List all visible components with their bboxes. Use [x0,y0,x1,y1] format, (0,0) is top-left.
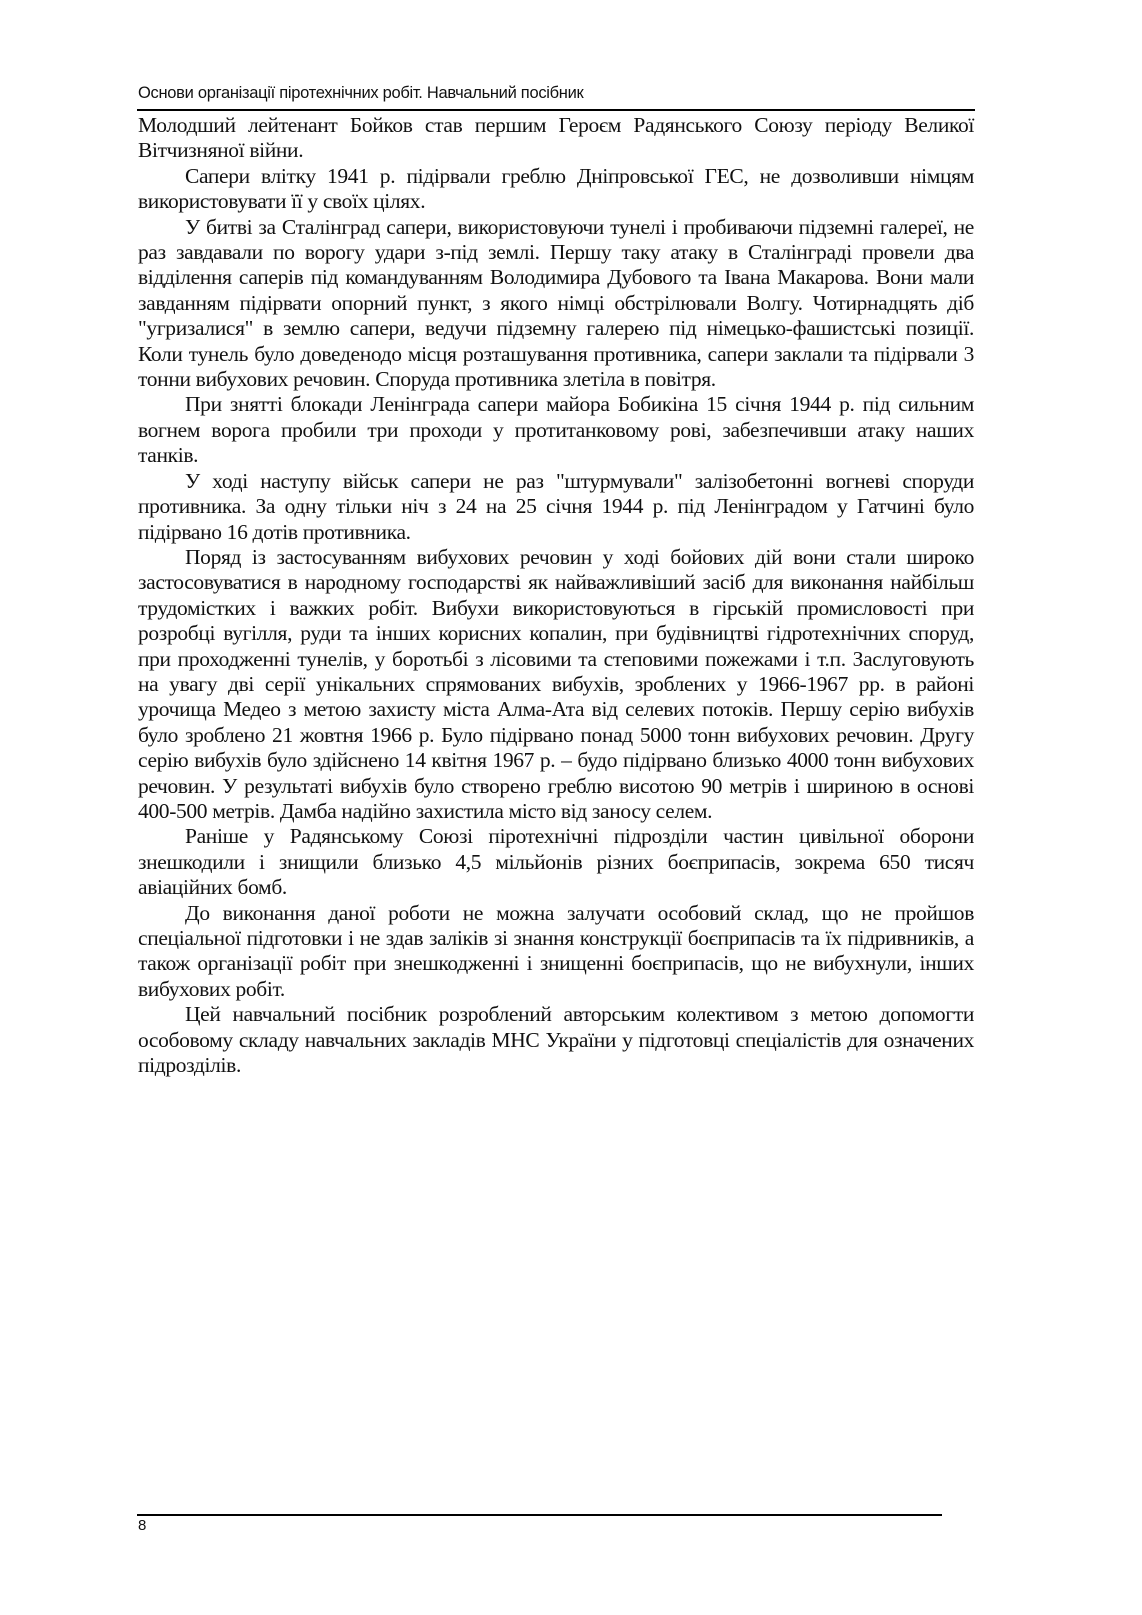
paragraph: У ході наступу військ сапери не раз "штурмували" залізобетонні вогневі споруди противника. За одну тільки ніч з 24 на 25 січня 1944 р. під Ленінградом у Гатчині було підірвано 16 дотів противника. [138,468,974,544]
paragraph: При знятті блокади Ленінграда сапери майора Бобикіна 15 січня 1944 р. під сильним вогнем ворога пробили три проходи у протитанковому рові, забезпечивши атаку наших танків. [138,392,974,468]
paragraph: Раніше у Радянському Союзі піротехнічні підрозділи частин цивільної оборони знешкодили і знищили близько 4,5 мільйонів різних боєприпасів, зокрема 650 тисяч авіаційних бомб. [138,824,974,900]
page-number: 8 [138,1517,147,1534]
footer-divider [137,1514,942,1516]
paragraph: Молодший лейтенант Бойков став першим Героєм Радянського Союзу періоду Великої Вітчизняної війни. [138,113,974,163]
page-body [138,113,974,1078]
running-header-title: Основи організації піротехнічних робіт. Навчальний посібник [138,84,584,102]
paragraph: До виконання даної роботи не можна залучати особовий склад, що не пройшов спеціальної підготовки і не здав заліків зі знання конструкції боєприпасів та їх підривників, а також організації робіт при знешкодженні і знищенні боєприпасів, що не вибухнули, інших вибухових робіт. [138,900,974,1001]
header-divider [137,109,975,111]
paragraph: Поряд із застосуванням вибухових речовин у ході бойових дій вони стали широко застосовуватися в народному господарстві як найважливіший засіб для виконання найбільш трудомістких і важких робіт. Вибухи використовуються в гірській промисловості при розробці вугілля, руди та інших корисних копалин, при будівництві гідротехнічних споруд, при проходженні тунелів, у боротьбі з лісовими та степовими пожежами і т.п. Заслуговують на увагу дві серії унікальних спрямованих вибухів, зроблених у 1966-1967 рр. в районі урочища Медео з метою захисту міста Алма-Ата від селевих потоків. Першу серію вибухів було зроблено 21 жовтня 1966 р. Було підірвано понад 5000 тонн вибухових речовин. Другу серію вибухів було здійснено 14 квітня 1967 р. – будо підірвано близько 4000 тонн вибухових речовин. У результаті вибухів було створено греблю висотою 90 метрів і шириною в основі 400-500 метрів. Дамба надійно захистила місто від заносу селем. [138,544,974,823]
paragraph: Цей навчальний посібник розроблений авторським колективом з метою допомогти особовому складу навчальних закладів МНС України у підготовці спеціалістів для означених підрозділів. [138,1002,974,1078]
paragraph: У битві за Сталінград сапери, використовуючи тунелі і пробиваючи підземні галереї, не раз завдавали по ворогу удари з-під землі. Першу таку атаку в Сталінграді провели два відділення саперів під командуванням Володимира Дубового та Івана Макарова. Вони мали завданням підірвати опорний пункт, з якого німці обстрілювали Волгу. Чотирнадцять діб "угризалися" в землю сапери, ведучи підземну галерею під німецько-фашистські позиції. Коли тунель було доведенодо місця розташування противника, сапери заклали та підірвали 3 тонни вибухових речовин. Споруда противника злетіла в повітря. [138,214,974,392]
paragraph: Сапери влітку 1941 р. підірвали греблю Дніпровської ГЕС, не дозволивши німцям використовувати її у своїх цілях. [138,163,974,214]
